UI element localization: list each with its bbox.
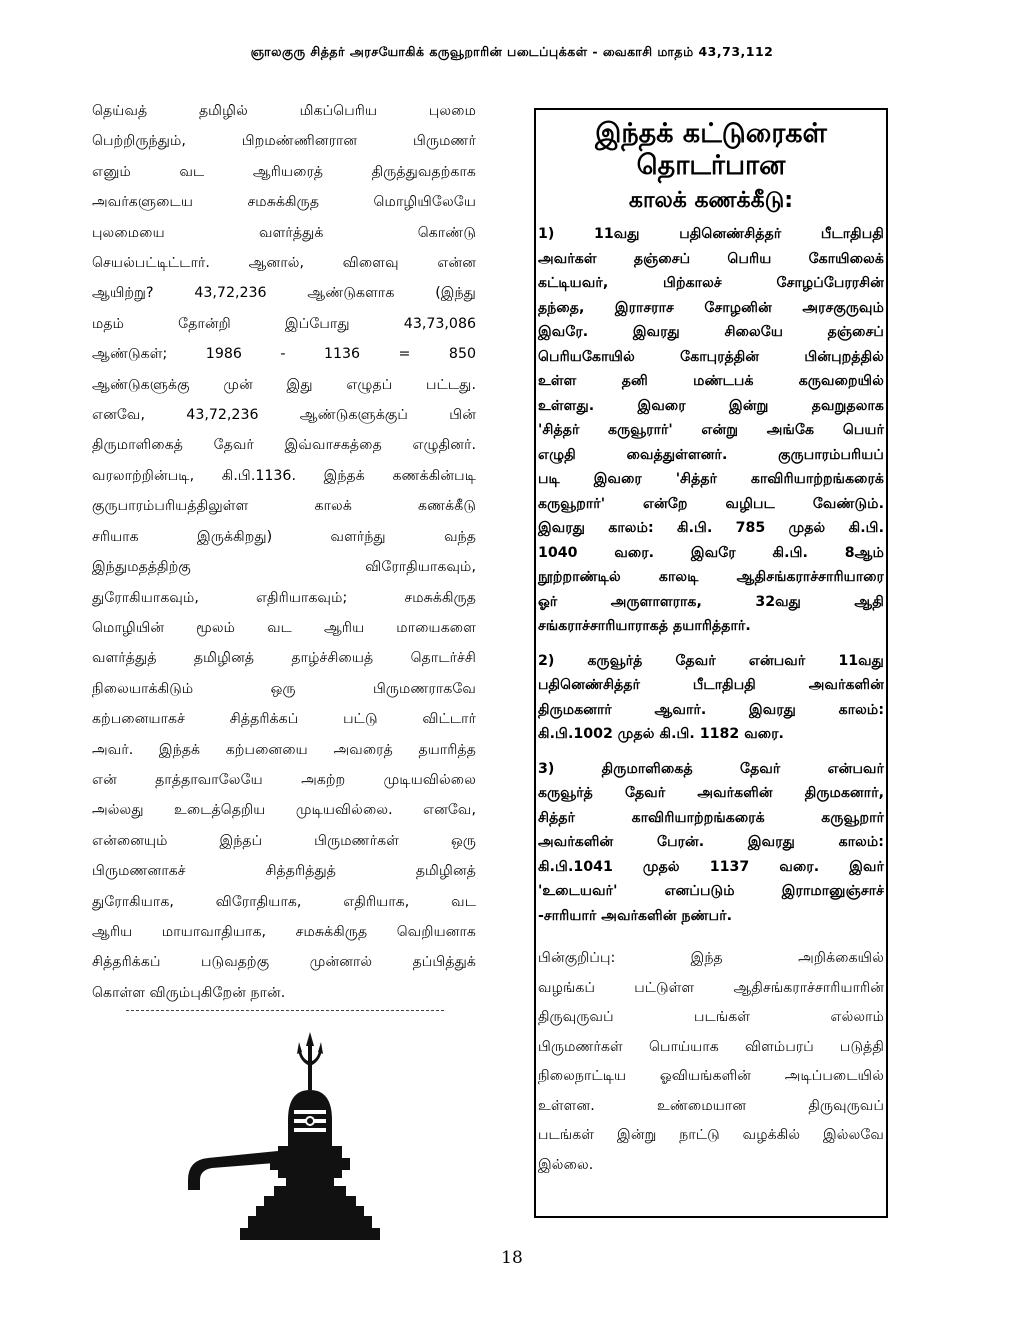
shiva-lingam-trident-icon	[178, 1028, 388, 1246]
text-line: அவர்களின் பேரன். இவரது காலம்:	[538, 834, 884, 850]
timeline-sidebar-box	[534, 108, 888, 1218]
text-line: இவரே. இவரது சிலையே தஞ்சைப்	[538, 324, 884, 340]
text-line: கி.பி.1041 முதல் 1137 வரை. இவர்	[538, 858, 884, 875]
text-line: வளர்த்துத் தமிழினத் தாழ்ச்சியைத் தொடர்ச்சி	[92, 650, 476, 667]
text-line: கி.பி.1002 முதல் கி.பி. 1182 வரை.	[538, 726, 784, 742]
text-line: -சாரியார் அவர்களின் நண்பர்.	[538, 907, 733, 924]
text-line: ஆரிய மாயாவாதியாக, சமசுக்கிருத வெறியனாக	[92, 923, 476, 940]
footnote-paragraph	[536, 944, 886, 1180]
text-line: 'சித்தர் கருவூரார்' என்று அங்கே பெயர்	[538, 422, 884, 438]
text-line: படி இவரை 'சித்தர் காவிரியாற்றங்கரைக்	[538, 471, 884, 487]
paragraph-2	[536, 649, 886, 747]
text-line: 3) திருமாளிகைத் தேவர் என்பவர்	[538, 760, 884, 777]
text-line: கற்பனையாகச் சித்தரிக்கப் பட்டு விட்டார்	[92, 711, 476, 728]
text-line: பதினெண்சித்தர் பீடாதிபதி அவர்களின்	[538, 677, 884, 693]
text-line: பெற்றிருந்தும், பிறமண்ணினரான பிருமணர்	[92, 133, 476, 150]
text-line: இவரது காலம்: கி.பி. 785 முதல் கி.பி.	[538, 520, 884, 536]
running-header: ஞாலகுரு சித்தர் அரசயோகிக் கருவூறாரின் படைப்புக்கள் - வைகாசி மாதம் 43,73,112	[250, 44, 774, 59]
text-line: சித்தரிக்கப் படுவதற்கு முன்னால் தப்பித்துக்	[92, 954, 476, 971]
paragraph-1	[536, 222, 886, 639]
text-line: துரோகியாகவும், எதிரியாகவும்; சமசுக்கிருத	[92, 589, 476, 606]
text-line: வழங்கப் பட்டுள்ள ஆதிசங்கராச்சாரியாரின்	[538, 979, 884, 996]
text-line: ஆண்டுகளுக்கு முன் இது எழுதப் பட்டது.	[92, 376, 476, 393]
left-column-text	[92, 96, 476, 1008]
text-line: சரியாக இருக்கிறது) வளர்ந்து வந்த	[92, 528, 476, 545]
text-line: கருவூர்த் தேவர் அவர்களின் திருமகனார்,	[538, 785, 884, 801]
dashed-divider	[126, 1010, 444, 1011]
text-line: கருவூறார்' என்றே வழிபட வேண்டும்.	[538, 495, 884, 512]
text-line: அவர்களுடைய சமசுக்கிருத மொழியிலேயே	[92, 194, 476, 211]
text-line: படங்கள் இன்று நாட்டு வழக்கில் இல்லவே	[538, 1127, 884, 1143]
text-line: அவர்கள் தஞ்சைப் பெரிய கோயிலைக்	[538, 250, 884, 267]
text-line: குருபாரம்பரியத்திலுள்ள காலக் கணக்கீடு	[92, 498, 476, 515]
page-number: 18	[501, 1248, 523, 1268]
text-line: பின்குறிப்பு: இந்த அறிக்கையில்	[538, 950, 884, 966]
text-line: நிலையாக்கிடும் ஒரு பிருமணராகவே	[92, 680, 476, 697]
text-line: மொழியின் மூலம் வட ஆரிய மாயைகளை	[92, 619, 476, 636]
text-line: அவர். இந்தக் கற்பனையை அவரைத் தயாரித்த	[92, 741, 476, 758]
text-line: திருமகனார் ஆவார். இவரது காலம்:	[538, 701, 884, 718]
text-line: திருவுருவப் படங்கள் எல்லாம்	[538, 1009, 884, 1025]
text-line: இல்லை.	[538, 1156, 594, 1173]
text-line: வரலாற்றின்படி, கி.பி.1136. இந்தக் கணக்கின்படி	[92, 467, 476, 484]
text-line: திருமாளிகைத் தேவர் இவ்வாசகத்தை எழுதினர்.	[92, 437, 476, 454]
text-line: என்னையும் இந்தப் பிருமணர்கள் ஒரு	[92, 832, 476, 849]
text-line: 2) கருவூர்த் தேவர் என்பவர் 11வது	[538, 652, 884, 669]
text-line: ஆண்டுகள்; 1986 - 1136 = 850	[92, 346, 476, 363]
text-line: பெரியகோயில் கோபுரத்தின் பின்புறத்தில்	[538, 348, 884, 365]
box-body	[536, 222, 886, 1180]
text-line: நிலைநாட்டிய ஓவியங்களின் அடிப்படையில்	[538, 1068, 884, 1084]
text-line: பிருமணர்கள் பொய்யாக விளம்பரப் படுத்தி	[538, 1038, 884, 1055]
text-line: உள்ளது. இவரை இன்று தவறுதலாக	[538, 397, 884, 414]
box-title-line2: தொடர்பான	[636, 149, 786, 181]
text-line: பிருமணனாகச் சித்தரித்துத் தமிழினத்	[92, 863, 476, 880]
text-line: ஓர் அருளாளராக, 32வது ஆதி	[538, 593, 884, 610]
text-line: எழுதி வைத்துள்ளனர். குருபாரம்பரியப்	[538, 446, 884, 463]
text-line: உள்ளன. உண்மையான திருவுருவப்	[538, 1097, 884, 1114]
box-title-line1: இந்தக் கட்டுரைகள்	[595, 118, 827, 149]
text-line: ஆயிற்று? 43,72,236 ஆண்டுகளாக (இந்து	[92, 285, 476, 302]
text-line: இந்துமதத்திற்கு விரோதியாகவும்,	[92, 559, 476, 576]
text-line: சங்கராச்சாரியாராகத் தயாரித்தார்.	[538, 618, 751, 634]
text-line: கொள்ள விரும்புகிறேன் நான்.	[92, 984, 286, 1001]
text-line: நூற்றாண்டில் காலடி ஆதிசங்கராச்சாரியாரை	[538, 569, 884, 585]
text-line: 1040 வரை. இவரே கி.பி. 8ஆம்	[538, 544, 884, 561]
text-line: புலமையை வளர்த்துக் கொண்டு	[92, 224, 476, 241]
paragraph-3	[536, 757, 886, 929]
box-title-line3: காலக் கணக்கீடு:	[628, 187, 794, 213]
text-line: செயல்பட்டிட்டார். ஆனால், விளைவு என்ன	[92, 255, 476, 272]
text-line: சித்தர் காவிரியாற்றங்கரைக் கருவூறார்	[538, 809, 884, 826]
text-line: 'உடையவர்' எனப்படும் இராமானுஞ்சாச்	[538, 883, 884, 899]
text-line: எனவே, 43,72,236 ஆண்டுகளுக்குப் பின்	[92, 407, 476, 424]
text-line: என் தாத்தாவாலேயே அகற்ற முடியவில்லை	[92, 771, 476, 788]
text-line: தெய்வத் தமிழில் மிகப்பெரிய புலமை	[92, 103, 476, 119]
text-line: எனும் வட ஆரியரைத் திருத்துவதற்காக	[92, 163, 476, 180]
text-line: உள்ள தனி மண்டபக் கருவறையில்	[538, 373, 884, 389]
text-line: துரோகியாக, விரோதியாக, எதிரியாக, வட	[92, 893, 476, 910]
text-line: 1) 11வது பதினெண்சித்தர் பீடாதிபதி	[538, 226, 884, 242]
text-line: தந்தை, இராசராச சோழனின் அரசகுருவும்	[538, 299, 884, 316]
text-line: மதம் தோன்றி இப்போது 43,73,086	[92, 315, 476, 332]
text-line: கட்டியவர், பிற்காலச் சோழப்பேரரசின்	[538, 275, 884, 291]
text-line: அல்லது உடைத்தெறிய முடியவில்லை. எனவே,	[92, 802, 476, 819]
